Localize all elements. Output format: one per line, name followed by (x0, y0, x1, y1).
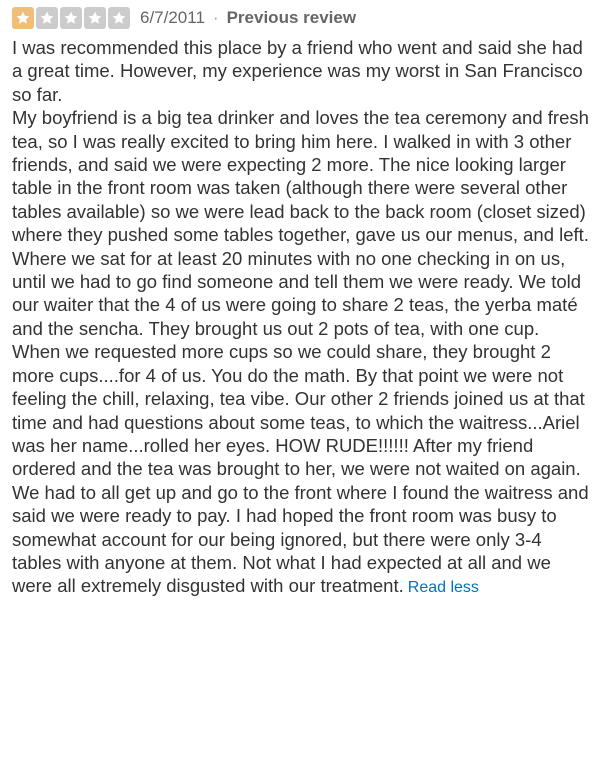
separator-dot: · (212, 8, 219, 27)
review-paragraph: I was recommended this place by a friend who went and said she had a great time. However, my experience was my worst in San Francisco so far. (12, 37, 583, 105)
star-icon (108, 7, 130, 29)
review-text (12, 36, 592, 600)
review-paragraph-text: My boyfriend is a big tea drinker and loves the tea ceremony and fresh tea, so I was really excited to bring him here. I walked in with 3 other friends, and said we were expecting 2 more. The nice looking larger table in the front room was taken (although there were several other tables available) so we were lead back to the back room (closet sized) where they pushed some tables together, gave us our menus, and left. Where we sat for at least 20 minutes with no one checking in on us, until we had to go find someone and tell them we were ready. We told our waiter that the 4 of us were going to share 2 teas, the yerba maté and the sencha. They brought us out 2 pots of tea, with one cup. When we requested more cups so we could share, they brought 2 more cups....for 4 of us. You do the math. By that point we were not feeling the chill, relaxing, tea vibe. Our other 2 friends joined us at that time and had questions about some teas, to which the waitress...Ariel was her name...rolled her eyes. HOW RUDE!!!!!! After my friend ordered and the tea was brought to her, we were not waited on again. We had to all get up and go to the front where I found the waitress and said we were ready to pay. I had hoped the front room was busy to somewhat account for our being ignored, but there were only 3-4 tables with anyone at them. Not what I had expected at all and we were all extremely disgusted with our treatment. (12, 107, 589, 597)
star-icon (84, 7, 106, 29)
star-icon (36, 7, 58, 29)
review-paragraph (12, 106, 592, 600)
star-icon (12, 7, 34, 29)
star-rating (12, 7, 130, 29)
read-less-link[interactable]: Read less (407, 579, 479, 597)
previous-review-link[interactable]: Previous review (226, 8, 357, 27)
star-icon (60, 7, 82, 29)
review-date: 6/7/2011 (140, 8, 205, 27)
review-header (12, 0, 592, 36)
